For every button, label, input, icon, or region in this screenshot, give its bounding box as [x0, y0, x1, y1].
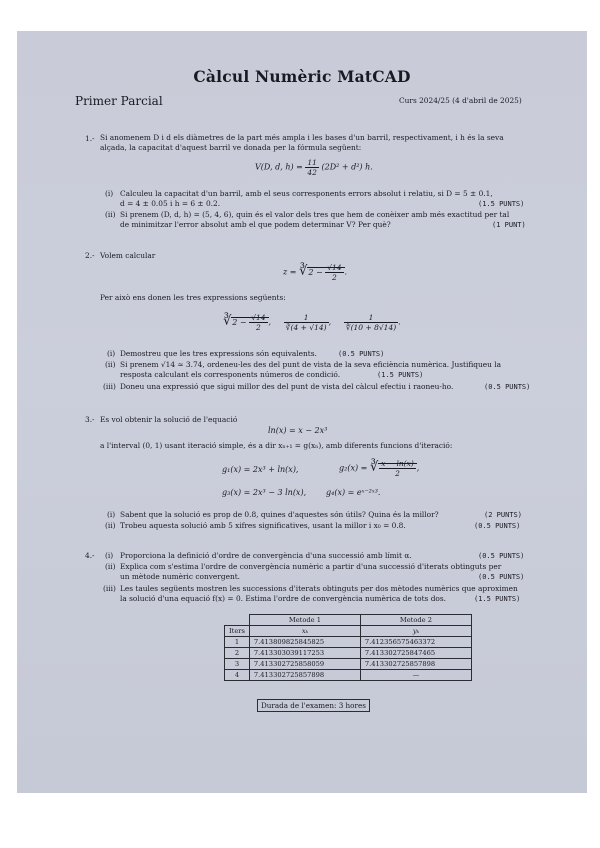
q2-e1-num: √14 — [251, 313, 266, 322]
q4-ii-label: (ii) — [105, 562, 116, 571]
exam-sheet — [17, 31, 587, 793]
q1-formula — [255, 158, 373, 177]
q1-i-label: (i) — [105, 189, 114, 198]
table-row — [225, 659, 472, 670]
q4-ii-line1: Explica com s'estima l'ordre de convergència numèric a partir d'una successió d'iterats obtinguts per — [120, 562, 502, 571]
table-empty-corner — [225, 615, 250, 626]
q2-i-points: (0.5 PUNTS) — [338, 350, 385, 358]
q3-g2: g₂(x) = ∛ $\frac{x - \ln(x)}{2}$ , — [339, 459, 420, 478]
table-cell-y: 7.412356575463372 — [360, 637, 471, 648]
q4-iii-points: (1.5 PUNTS) — [474, 595, 521, 603]
q3-g2-fraction — [379, 459, 416, 478]
radical-icon: ∛ — [223, 313, 232, 329]
q2-z-formula: z = ∛2 − $\frac{√14}{2}$ . — [283, 263, 348, 282]
q2-e3-den: ∜(10 + 8√14) — [345, 323, 397, 332]
table-column-header-row — [225, 626, 472, 637]
exam-name: Primer Parcial — [75, 94, 163, 108]
q2-z-fraction — [325, 263, 343, 282]
table-row — [225, 637, 472, 648]
q2-iii-label: (iii) — [103, 382, 116, 391]
q2-iii-text: Doneu una expressió que sigui millor des del punt de vista del càlcul efectiu i raoneu-ho. — [120, 382, 454, 391]
q2-z-lhs: z = — [283, 267, 297, 277]
table-cell-x: 7.413809825845825 — [249, 637, 360, 648]
q1-ii-line2: de minimitzar l'error absolut amb el que podem determinar V? Per què? — [120, 220, 391, 229]
q1-formula-num: 11 — [307, 158, 317, 167]
q1-ii-label: (ii) — [105, 210, 116, 219]
table-cell-x: 7.413302725858059 — [249, 659, 360, 670]
q4-iii-line1: Les taules següents mostren les successions d'iterats obtinguts per dos mètodes numèrics que aproximen — [120, 584, 518, 593]
q4-iii-label: (iii) — [103, 584, 116, 593]
q1-i-points: (1.5 PUNTS) — [478, 200, 525, 208]
q1-number: 1.- — [85, 134, 95, 143]
q1-intro-line1: Si anomenem D i d els diàmetres de la part més ampla i les bases d'un barril, respectivament, i h és la seva — [100, 133, 504, 142]
q4-i-label: (i) — [105, 551, 114, 560]
table-cell-y: 7.413302725857898 — [360, 659, 471, 670]
q2-z-inner: 2 − — [308, 267, 323, 277]
q1-intro-line2: alçada, la capacitat d'aquest barril ve donada per la fórmula següent: — [100, 143, 362, 152]
q2-intro: Volem calcular — [100, 251, 156, 260]
q2-e2-den: ∛(4 + √14) — [285, 323, 327, 332]
q1-i-line2: d = 4 ± 0.05 i h = 6 ± 0.2. — [120, 199, 221, 208]
exam-title: Càlcul Numèric MatCAD — [193, 67, 411, 86]
q3-g2-radicand — [378, 459, 417, 478]
q4-ii-line2: un mètode numèric convergent. — [120, 572, 241, 581]
q4-i-text: Proporciona la definició d'ordre de convergència d'una successió amb límit α. — [120, 551, 412, 560]
table-cell-x: 7.413302725857898 — [249, 670, 360, 681]
q2-e1-fraction — [249, 313, 267, 332]
q2-e3 — [344, 313, 398, 332]
q2-i-text: Demostreu que les tres expressions són equivalents. — [120, 349, 317, 358]
q3-i-points: (2 PUNTS) — [484, 511, 522, 519]
q2-expressions: ∛2 − $\frac{√14}{2}$ , $\frac{1}{∛(4 + √14)}$ , $\frac{1}{∜(10 + 8√14)}$ . — [223, 313, 401, 332]
q1-ii-line1: Si prenem (D, d, h) = (5, 4, 6), quin és el valor dels tres que hem de conèixer amb més exactitud per tal — [120, 210, 510, 219]
table-method-header-row — [225, 615, 472, 626]
iterates-table — [224, 614, 472, 681]
course-date: Curs 2024/25 (4 d'abril de 2025) — [399, 96, 522, 105]
table-cell-iter: 4 — [225, 670, 250, 681]
q2-e2-num: 1 — [284, 313, 329, 323]
q3-i-label: (i) — [107, 510, 116, 519]
q3-equation: ln(x) = x − 2x³ — [268, 426, 328, 435]
table-x-header: xₖ — [249, 626, 360, 637]
q2-i-label: (i) — [107, 349, 116, 358]
table-cell-iter: 1 — [225, 637, 250, 648]
q2-e1-den: 2 — [255, 323, 261, 332]
table-cell-y: — — [360, 670, 471, 681]
q2-e1-inner: 2 − — [232, 317, 247, 327]
q3-g2-num: x − ln(x) — [381, 459, 414, 468]
q4-iii-line2: la solució d'una equació f(x) = 0. Estima l'ordre de convergència numèrica de tots dos. — [120, 594, 447, 603]
table-cell-iter: 2 — [225, 648, 250, 659]
table-cell-y: 7.413302725847465 — [360, 648, 471, 659]
q3-g2-lhs: g₂(x) = — [339, 463, 368, 473]
table-method1-header: Metode 1 — [249, 615, 360, 626]
table-method2-header: Metode 2 — [360, 615, 471, 626]
q2-number: 2.- — [85, 251, 95, 260]
table-row — [225, 670, 472, 681]
q3-g3: g₃(x) = 2x³ − 3 ln(x), — [222, 488, 307, 497]
q2-e2 — [284, 313, 329, 332]
q3-ii-label: (ii) — [105, 521, 116, 530]
table-cell-iter: 3 — [225, 659, 250, 670]
q2-ii-line1: Si prenem √14 ≃ 3.74, ordeneu-les des del punt de vista de la seva eficiència numèrica. Justifiqueu la — [120, 360, 502, 369]
q4-i-points: (0.5 PUNTS) — [478, 552, 525, 560]
q3-intro: Es vol obtenir la solució de l'equació — [100, 415, 238, 424]
q1-ii-points: (1 PUNT) — [492, 221, 526, 229]
q2-ii-line2: resposta calculant els corresponents números de condició. — [120, 370, 341, 379]
table-iters-header: Iters — [225, 626, 250, 637]
q1-i-line1: Calculeu la capacitat d'un barril, amb el seus corresponents errors absolut i relatiu, si D = 5 ± 0.1, — [120, 189, 493, 198]
q3-ii-points: (0.5 PUNTS) — [474, 522, 521, 530]
q2-z-den: 2 — [331, 273, 337, 282]
q3-i-text: Sabent que la solució es prop de 0.8, quines d'aquestes són útils? Quina és la millor? — [120, 510, 439, 519]
q3-g4: g₄(x) = eˣ⁻²ˣ³. — [326, 488, 381, 497]
q2-e1 — [231, 313, 268, 332]
radical-icon: ∛ — [369, 459, 379, 475]
q2-e3-num: 1 — [344, 313, 398, 323]
q3-g1: g₁(x) = 2x³ + ln(x), — [222, 465, 299, 474]
q3-ii-text: Trobeu aquesta solució amb 5 xifres significatives, usant la millor i x₀ = 0.8. — [120, 521, 406, 530]
table-row — [225, 648, 472, 659]
q3-g2-den: 2 — [395, 469, 400, 478]
q2-ii-label: (ii) — [105, 360, 116, 369]
q2-lead: Per això ens donen les tres expressions següents: — [100, 293, 286, 302]
q3-number: 3.- — [85, 415, 95, 424]
radical-icon: ∛ — [299, 263, 308, 279]
q1-formula-fraction — [305, 158, 319, 177]
table-y-header: yₖ — [360, 626, 471, 637]
q4-number: 4.- — [85, 551, 95, 560]
exam-duration: Durada de l'examen: 3 hores — [257, 699, 370, 712]
table-cell-x: 7.413303039117253 — [249, 648, 360, 659]
q1-formula-lhs: V(D, d, h) = — [255, 162, 303, 172]
q1-formula-rhs: (2D² + d²) h. — [321, 162, 373, 172]
q1-formula-den: 42 — [307, 168, 317, 177]
q2-iii-points: (0.5 PUNTS) — [484, 383, 531, 391]
q2-z-num: √14 — [327, 263, 342, 272]
q4-ii-points: (0.5 PUNTS) — [478, 573, 525, 581]
q2-ii-points: (1.5 PUNTS) — [377, 371, 424, 379]
q3-line2: a l'interval (0, 1) usant iteració simple, és a dir xₙ₊₁ = g(xₙ), amb diferents funcions d'iteració: — [100, 441, 453, 450]
